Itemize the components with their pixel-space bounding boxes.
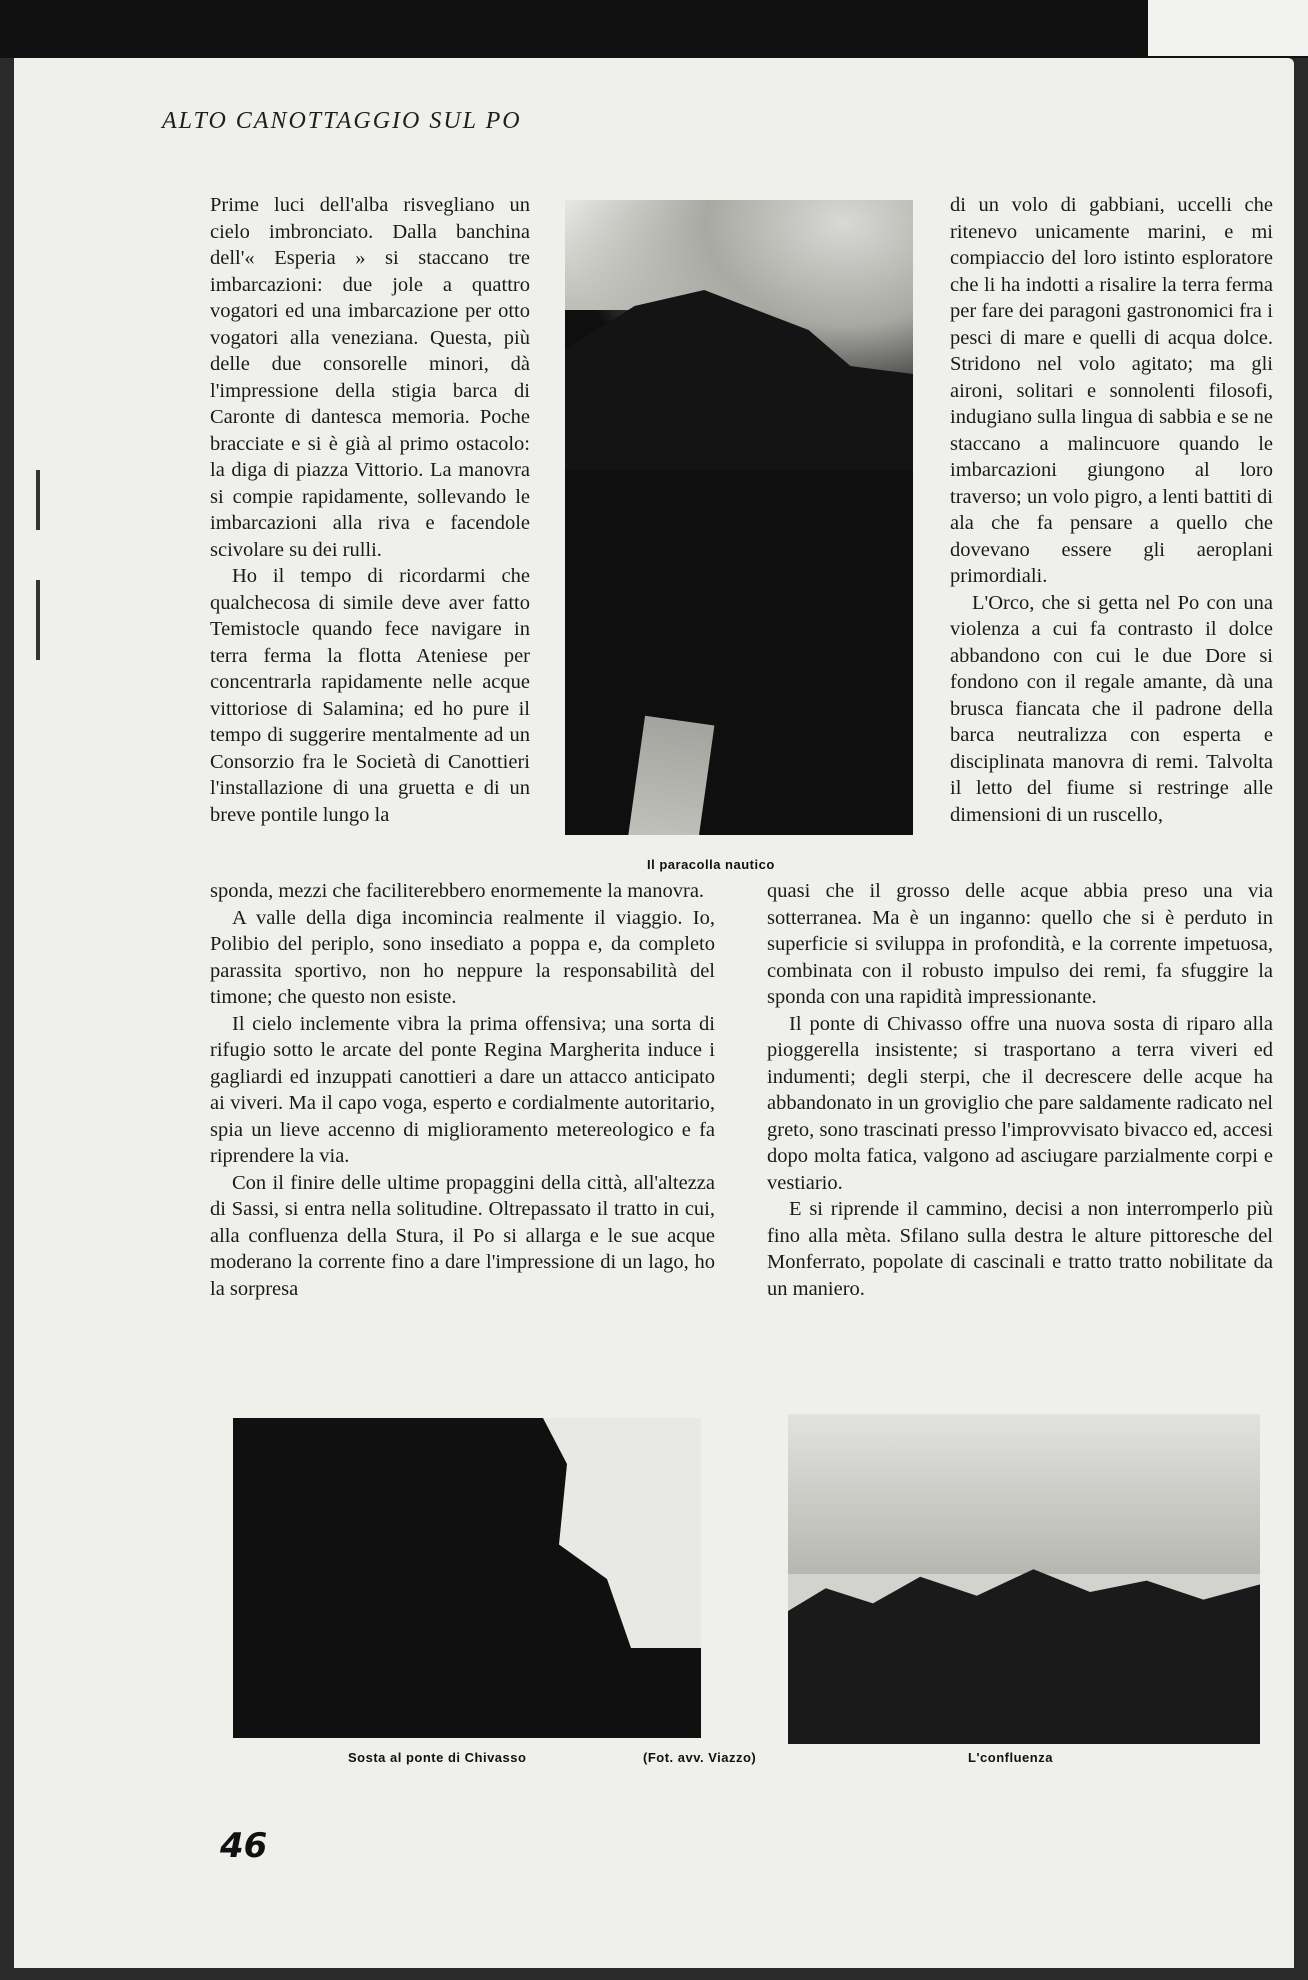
column-right-bottom (767, 878, 1273, 1302)
binding-marks (36, 470, 42, 660)
caption-bottom-right-photo: L'confluenza (968, 1750, 1053, 1765)
paragraph: Prime luci dell'alba risvegliano un cielo imbronciato. Dalla banchina dell'« Esperia » si staccano tre imbarcazioni: due jole a quattro vogatori ed una imbarcazione per otto vogatori alla veneziana. Questa, più delle due consorelle minori, dà l'impressione della stigia barca di Caronte di dantesca memoria. Poche bracciate e si è già al primo ostacolo: la diga di piazza Vittorio. La manovra si compie rapidamente, sollevando le imbarcazioni alla riva e facendole scivolare su dei rulli. (210, 194, 530, 561)
paragraph: Il ponte di Chivasso offre una nuova sosta di riparo alla pioggerella insistente; si trasportano a terra viveri ed indumenti; degli sterpi, che il decrescere delle acque ha abbandonato in un groviglio che pare saldamente radicato nel greto, sono trascinati presso l'improvvisato bivacco ed, accesi dopo molta fatica, valgono ad asciugare parzialmente corpi e vestiario. (767, 1012, 1273, 1194)
paragraph: Con il finire delle ultime propaggini della città, all'altezza di Sassi, si entra nella solitudine. Oltrepassato il tratto in cui, alla confluenza della Stura, il Po si allarga e le sue acque moderano la corrente fino a dare l'impressione di un lago, ho la sorpresa (210, 1171, 715, 1300)
photo-bright-area (543, 1418, 701, 1648)
paragraph: di un volo di gabbiani, uccelli che ritenevo unicamente marini, e mi compiaccio del loro istinto esploratore che li ha indotti a risalire la terra ferma per fare dei paragoni gastronomici fra i pesci di mare e quelli di acqua dolce. Stridono nel volo agitato; ma gli aironi, solitari e sonnolenti filosofi, indugiano sulla lingua di sabbia e se ne staccano a malincuore quando le imbarcazioni giungono al loro traverso; un volo pigro, a lenti battiti di ala che fa pensare a quello che dovevano essere gli aeroplani primordiali. (950, 194, 1273, 587)
scan-corner-notch (1148, 0, 1308, 56)
photo-haze (788, 1414, 1260, 1574)
caption-bottom-left-photo: Sosta al ponte di Chivasso (348, 1750, 527, 1765)
paragraph: A valle della diga incomincia realmente il viaggio. Io, Polibio del periplo, sono insediato a poppa e, da completo parassita sportivo, non ho neppure la responsabilità del timone; che questo non esiste. (210, 906, 715, 1008)
paragraph: quasi che il grosso delle acque abbia preso una via sotterranea. Ma è un inganno: quello che si è perduto in superficie si sviluppa in profondità, e la corrente impetuosa, combinata con il robusto impulso dei remi, fa sfuggire la sponda con una rapidità impressionante. (767, 880, 1273, 1008)
paragraph: Il cielo inclemente vibra la prima offensiva; una sorta di rifugio sotto le arcate del ponte Regina Margherita induce i gagliardi ed inzuppati canottieri a dare un attacco anticipato ai viveri. Ma il capo voga, esperto e cordialmente autoritario, spia un lieve accenno di miglioramento metereologico e fa riprendere la via. (210, 1012, 715, 1167)
photo-treeline (788, 1554, 1260, 1744)
page-number: 46 (220, 1826, 268, 1866)
column-left-top (210, 192, 530, 828)
photo-credit: (Fot. avv. Viazzo) (643, 1750, 757, 1765)
paragraph: Ho il tempo di ricordarmi che qualchecosa di simile deve aver fatto Temistocle quando fece navigare in terra ferma la flotta Ateniese per concentrarla rapidamente nelle acque vittoriose di Salamina; ed ho pure il tempo di suggerire mentalmente ad un Consorzio fra le Società di Canottieri l'installazione di una gruetta e di un breve pontile lungo la (210, 565, 530, 826)
scan-top-border (0, 0, 1308, 58)
paragraph: sponda, mezzi che faciliterebbero enormemente la manovra. (210, 880, 705, 902)
caption-top-photo: Il paracolla nautico (647, 857, 775, 872)
photo-bridge-stop (233, 1418, 701, 1738)
column-left-bottom (210, 878, 715, 1302)
paragraph: E si riprende il cammino, decisi a non interromperlo più fino alla mèta. Sfilano sulla destra le alture pittoresche del Monferrato, popolate di cascinali e tratto tratto nobilitate da un maniero. (767, 1198, 1273, 1300)
paragraph: L'Orco, che si getta nel Po con una violenza a cui fa contrasto il dolce abbandono con cui le due Dore si fondono con il regale amante, dà una brusca fiancata che il padrone della barca neutralizza con esperta e disciplinata manovra di remi. Talvolta il letto del fiume si restringe alle dimensioni di un ruscello, (950, 591, 1273, 826)
photo-nautical-scene (565, 200, 913, 835)
running-head: ALTO CANOTTAGGIO SUL PO (162, 108, 522, 134)
photo-oar (626, 716, 715, 835)
photo-confluence (788, 1414, 1260, 1744)
column-right-top (950, 192, 1273, 828)
